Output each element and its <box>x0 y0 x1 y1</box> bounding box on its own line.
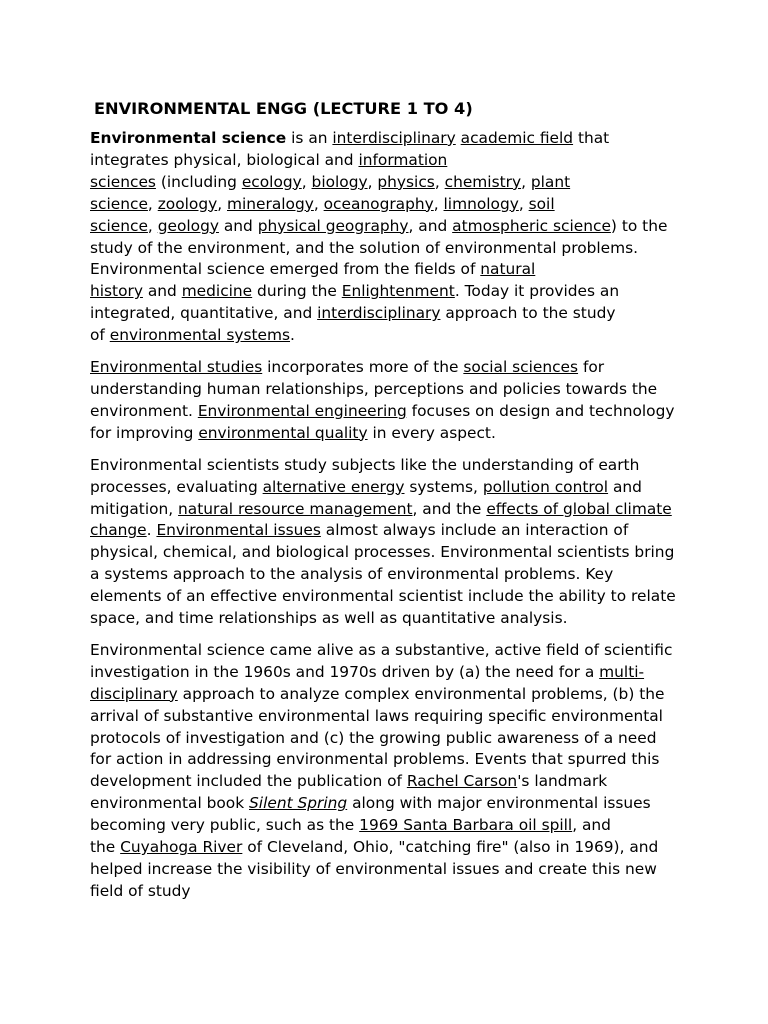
text-run: 's landmark <box>517 772 608 791</box>
text-line <box>90 325 708 347</box>
text-run: and <box>142 282 182 301</box>
text-line <box>90 881 708 903</box>
text-run: , and <box>572 816 611 835</box>
hyperlink[interactable]: environmental quality <box>198 423 368 442</box>
hyperlink[interactable]: Environmental issues <box>156 521 321 540</box>
text-line <box>90 684 708 706</box>
text-line <box>90 728 708 750</box>
paragraph-4 <box>90 640 708 903</box>
text-line <box>90 238 708 260</box>
text-line <box>90 379 708 401</box>
hyperlink[interactable]: plant <box>530 172 571 191</box>
hyperlink[interactable]: alternative energy <box>262 477 405 496</box>
text-line <box>90 281 708 303</box>
text-line <box>90 749 708 771</box>
text-run: . <box>290 326 295 345</box>
paragraph-3 <box>90 455 708 630</box>
text-run: the <box>90 838 121 857</box>
text-run: approach to the study <box>440 304 616 323</box>
hyperlink[interactable]: disciplinary <box>90 684 178 703</box>
hyperlink[interactable]: biology <box>311 172 368 191</box>
text-run: , <box>367 172 378 191</box>
hyperlink[interactable]: physical geography <box>257 216 409 235</box>
text-run: for <box>578 358 605 377</box>
text-line <box>90 194 708 216</box>
hyperlink[interactable]: zoology <box>157 194 218 213</box>
text-run: focuses on design and technology <box>406 401 675 420</box>
text-line <box>90 771 708 793</box>
bold-term: Environmental science <box>90 129 287 147</box>
text-line <box>90 542 708 564</box>
text-line <box>90 640 708 662</box>
hyperlink[interactable]: natural resource management <box>178 499 413 518</box>
text-run: physical, chemical, and biological processes. Environmental scientists bring <box>90 543 675 562</box>
text-line <box>90 815 708 837</box>
text-run: , and the <box>412 499 487 518</box>
text-run: systems, <box>404 477 483 496</box>
text-run: incorporates more of the <box>262 358 464 377</box>
hyperlink[interactable]: natural <box>480 260 536 279</box>
text-run: integrated, quantitative, and <box>90 304 318 323</box>
hyperlink[interactable]: science <box>90 216 148 235</box>
text-run: Environmental scientists study subjects like the understanding of earth <box>90 455 640 474</box>
text-line <box>90 477 708 499</box>
text-run: integrates physical, biological and <box>90 150 359 169</box>
text-run: protocols of investigation and (c) the growing public awareness of a need <box>90 728 657 747</box>
text-run: along with major environmental issues <box>347 794 651 813</box>
text-run: , <box>518 194 529 213</box>
hyperlink[interactable]: pollution control <box>482 477 609 496</box>
text-line <box>90 564 708 586</box>
text-run: space, and time relationships as well as quantitative analysis. <box>90 609 568 628</box>
document-title: ENVIRONMENTAL ENGG (LECTURE 1 TO 4) <box>94 99 473 118</box>
text-line <box>90 128 708 150</box>
text-run: processes, evaluating <box>90 477 263 496</box>
text-run: becoming very public, such as the <box>90 816 360 835</box>
hyperlink[interactable]: Environmental studies <box>90 358 263 377</box>
text-run: field of study <box>90 881 191 900</box>
hyperlink[interactable]: physics <box>377 172 435 191</box>
text-run: , and <box>408 216 453 235</box>
hyperlink[interactable]: soil <box>528 194 555 213</box>
text-line <box>90 259 708 281</box>
text-line <box>90 455 708 477</box>
text-line <box>90 706 708 728</box>
text-run: Environmental science came alive as a substantive, active field of scientific <box>90 640 673 659</box>
hyperlink[interactable]: change <box>90 521 147 540</box>
hyperlink[interactable]: medicine <box>181 282 253 301</box>
text-run: almost always include an interaction of <box>320 521 629 540</box>
text-run: in every aspect. <box>367 423 496 442</box>
hyperlink[interactable]: history <box>90 282 143 301</box>
hyperlink[interactable]: information <box>358 150 448 169</box>
text-line <box>90 423 708 445</box>
hyperlink[interactable]: 1969 Santa Barbara oil spill <box>359 816 573 835</box>
hyperlink[interactable]: chemistry <box>444 172 522 191</box>
text-run: , <box>301 172 312 191</box>
hyperlink[interactable]: academic field <box>460 129 574 147</box>
text-run: ) to the <box>610 216 668 235</box>
text-line <box>90 662 708 684</box>
paragraph-1 <box>90 128 708 347</box>
text-run: for action in addressing environmental problems. Events that spurred this <box>90 750 660 769</box>
hyperlink[interactable]: effects of global climate <box>486 499 672 518</box>
text-run: mitigation, <box>90 499 179 518</box>
text-run: approach to analyze complex environmental problems, (b) the <box>177 684 665 703</box>
hyperlink[interactable]: Enlightenment <box>341 282 455 301</box>
text-line <box>90 837 708 859</box>
text-run: , <box>433 194 444 213</box>
text-run: arrival of substantive environmental laws requiring specific environmental <box>90 706 663 725</box>
text-line <box>90 499 708 521</box>
text-line <box>90 150 708 172</box>
text-run: for improving <box>90 423 199 442</box>
text-run: study of the environment, and the solution of environmental problems. <box>90 238 639 257</box>
text-run: environmental book <box>90 794 250 813</box>
text-run: investigation in the 1960s and 1970s driven by (a) the need for a <box>90 662 600 681</box>
text-run: and <box>608 477 642 496</box>
text-run: and <box>218 216 258 235</box>
hyperlink[interactable]: geology <box>157 216 219 235</box>
text-run: helped increase the visibility of environmental issues and create this new <box>90 860 657 878</box>
hyperlink[interactable]: social sciences <box>463 358 579 377</box>
text-line <box>90 793 708 815</box>
text-run: , <box>147 216 158 235</box>
text-run: during the <box>252 282 342 301</box>
text-run: elements of an effective environmental scientist include the ability to relate <box>90 587 676 606</box>
hyperlink[interactable]: mineralogy <box>227 194 314 213</box>
text-line <box>90 859 708 881</box>
text-run: a systems approach to the analysis of environmental problems. Key <box>90 565 614 584</box>
text-run: , <box>217 194 227 213</box>
hyperlink[interactable]: limnology <box>443 194 519 213</box>
text-line <box>90 216 708 238</box>
text-run: development included the publication of <box>90 772 407 791</box>
hyperlink[interactable]: interdisciplinary <box>332 129 456 147</box>
hyperlink[interactable]: Cuyahoga River <box>120 838 243 857</box>
hyperlink[interactable]: oceanography <box>323 194 434 213</box>
hyperlink[interactable]: Rachel Carson <box>406 772 518 791</box>
hyperlink[interactable]: Environmental engineering <box>197 401 407 420</box>
hyperlink[interactable]: environmental systems <box>109 326 291 345</box>
text-run: . <box>146 521 157 540</box>
text-line <box>90 303 708 325</box>
text-run: is an <box>286 129 333 147</box>
text-run: that <box>573 129 610 147</box>
text-line <box>90 520 708 542</box>
hyperlink[interactable]: ecology <box>241 172 302 191</box>
hyperlink[interactable]: Silent Spring <box>249 794 348 813</box>
hyperlink[interactable]: interdisciplinary <box>317 304 441 323</box>
hyperlink[interactable]: atmospheric science <box>452 216 611 235</box>
text-line <box>90 401 708 423</box>
text-run: understanding human relationships, perceptions and policies towards the <box>90 379 658 398</box>
text-run: of <box>90 326 110 345</box>
hyperlink[interactable]: sciences <box>90 172 156 191</box>
hyperlink[interactable]: science <box>90 194 148 213</box>
text-run: , <box>521 172 531 191</box>
text-run: , <box>434 172 445 191</box>
paragraph-2 <box>90 357 708 445</box>
text-line <box>90 172 708 194</box>
text-line <box>90 608 708 630</box>
text-line <box>90 357 708 379</box>
text-run: environment. <box>90 401 198 420</box>
document-body <box>90 128 708 903</box>
text-run: of Cleveland, Ohio, "catching fire" (also in 1969), and <box>242 838 659 857</box>
text-run: , <box>313 194 324 213</box>
hyperlink[interactable]: multi- <box>599 662 645 681</box>
text-run: . Today it provides an <box>454 282 620 301</box>
text-run: Environmental science emerged from the fields of <box>90 260 481 279</box>
text-run: (including <box>155 172 242 191</box>
text-run: , <box>147 194 158 213</box>
text-line <box>90 586 708 608</box>
